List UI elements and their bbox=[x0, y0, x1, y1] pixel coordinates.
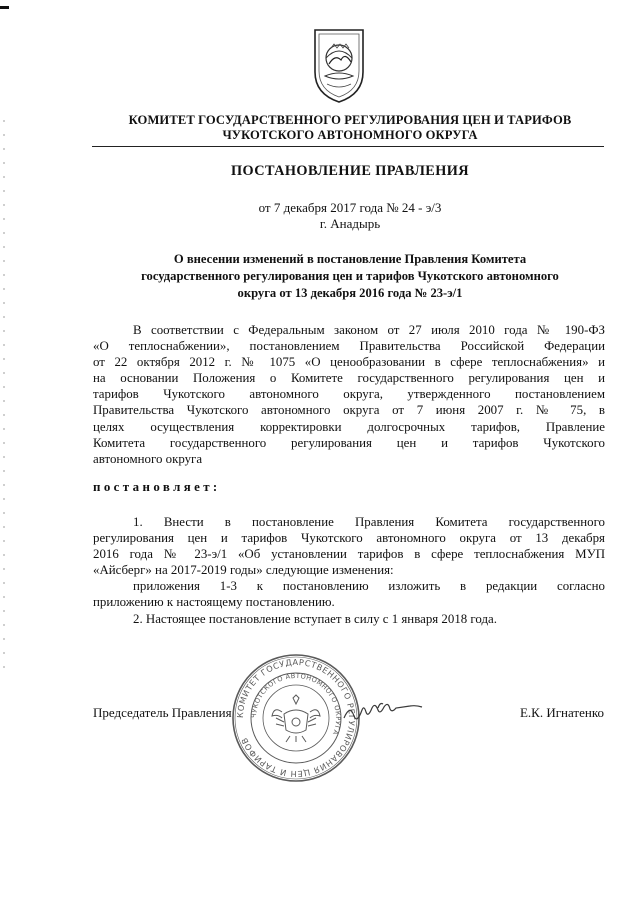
scan-margin-specks bbox=[3, 120, 5, 680]
handwritten-signature bbox=[340, 694, 440, 732]
document-title: ПОСТАНОВЛЕНИЕ ПРАВЛЕНИЯ bbox=[231, 163, 469, 179]
scan-corner-mark bbox=[0, 6, 9, 9]
item-line: 2016 года № 23-э/1 «Об установлении тарифов в сфере теплоснабжения МУП bbox=[93, 547, 605, 562]
preamble-line: В соответствии с Федеральным законом от 27 июля 2010 года № 190-ФЗ bbox=[133, 323, 605, 337]
item-line: 1. Внести в постановление Правления Комитета государственного bbox=[133, 515, 605, 529]
double-headed-eagle-icon bbox=[272, 695, 320, 742]
preamble-line: «О теплоснабжении», постановлением Правительства Российской Федерации bbox=[93, 339, 605, 354]
document-date-number: от 7 декабря 2017 года № 24 - э/3 bbox=[258, 200, 442, 215]
preamble-line: на основании Положения о Комитете государственного регулирования цен и bbox=[93, 371, 605, 386]
preamble-paragraph bbox=[93, 322, 605, 467]
preamble-line: автономного округа bbox=[93, 451, 203, 466]
subject-line: О внесении изменений в постановление Правления Комитета bbox=[173, 252, 527, 266]
stamp-inner-text: ЧУКОТСКОГО АВТОНОМНОГО ОКРУГА bbox=[249, 671, 343, 737]
resolves-word: постановляет: bbox=[93, 480, 221, 494]
subject-line: государственного регулирования цен и тарифов Чукотского автономного bbox=[141, 269, 559, 283]
stamp-outer-text: КОМИТЕТ ГОСУДАРСТВЕННОГО РЕГУЛИРОВАНИЯ ЦЕН И ТАРИФОВ bbox=[234, 656, 358, 780]
preamble-line: от 22 октября 2012 г. № 1075 «О ценообразовании в сфере теплоснабжения» и bbox=[93, 355, 605, 370]
resolution-items bbox=[93, 514, 605, 627]
preamble-line: Комитета государственного регулирования цен и тарифов Чукотского bbox=[93, 435, 605, 450]
header-divider bbox=[92, 146, 604, 147]
preamble-line: тарифов Чукотского автономного округа, утвержденного постановлением bbox=[93, 387, 605, 402]
committee-name-line1: КОМИТЕТ ГОСУДАРСТВЕННОГО РЕГУЛИРОВАНИЯ ЦЕН И ТАРИФОВ bbox=[128, 113, 572, 127]
item-line: приложению к настоящему постановлению. bbox=[93, 595, 335, 610]
item-line: приложения 1-3 к постановлению изложить в редакции согласно bbox=[133, 579, 605, 594]
preamble-line: Правительства Чукотского автономного округа от 7 июня 2007 г. № 75, в bbox=[93, 403, 605, 418]
document-place: г. Анадырь bbox=[319, 216, 381, 231]
item-line: 2. Настоящее постановление вступает в силу с 1 января 2018 года. bbox=[133, 611, 497, 626]
document-subject bbox=[95, 251, 605, 302]
signatory-role: Председатель Правления bbox=[93, 705, 232, 720]
chukotka-coat-of-arms-icon bbox=[311, 24, 367, 106]
subject-line: округа от 13 декабря 2016 года № 23-э/1 bbox=[237, 286, 463, 300]
committee-name-line2: ЧУКОТСКОГО АВТОНОМНОГО ОКРУГА bbox=[222, 128, 478, 142]
item-line: «Айсберг» на 2017-2019 годы» следующие изменения: bbox=[93, 563, 394, 578]
item-line: регулирования цен и тарифов Чукотского автономного округа от 13 декабря bbox=[93, 531, 605, 546]
preamble-line: целях осуществления корректировки долгосрочных тарифов, Правление bbox=[93, 419, 605, 434]
signatory-name: Е.К. Игнатенко bbox=[519, 705, 604, 720]
